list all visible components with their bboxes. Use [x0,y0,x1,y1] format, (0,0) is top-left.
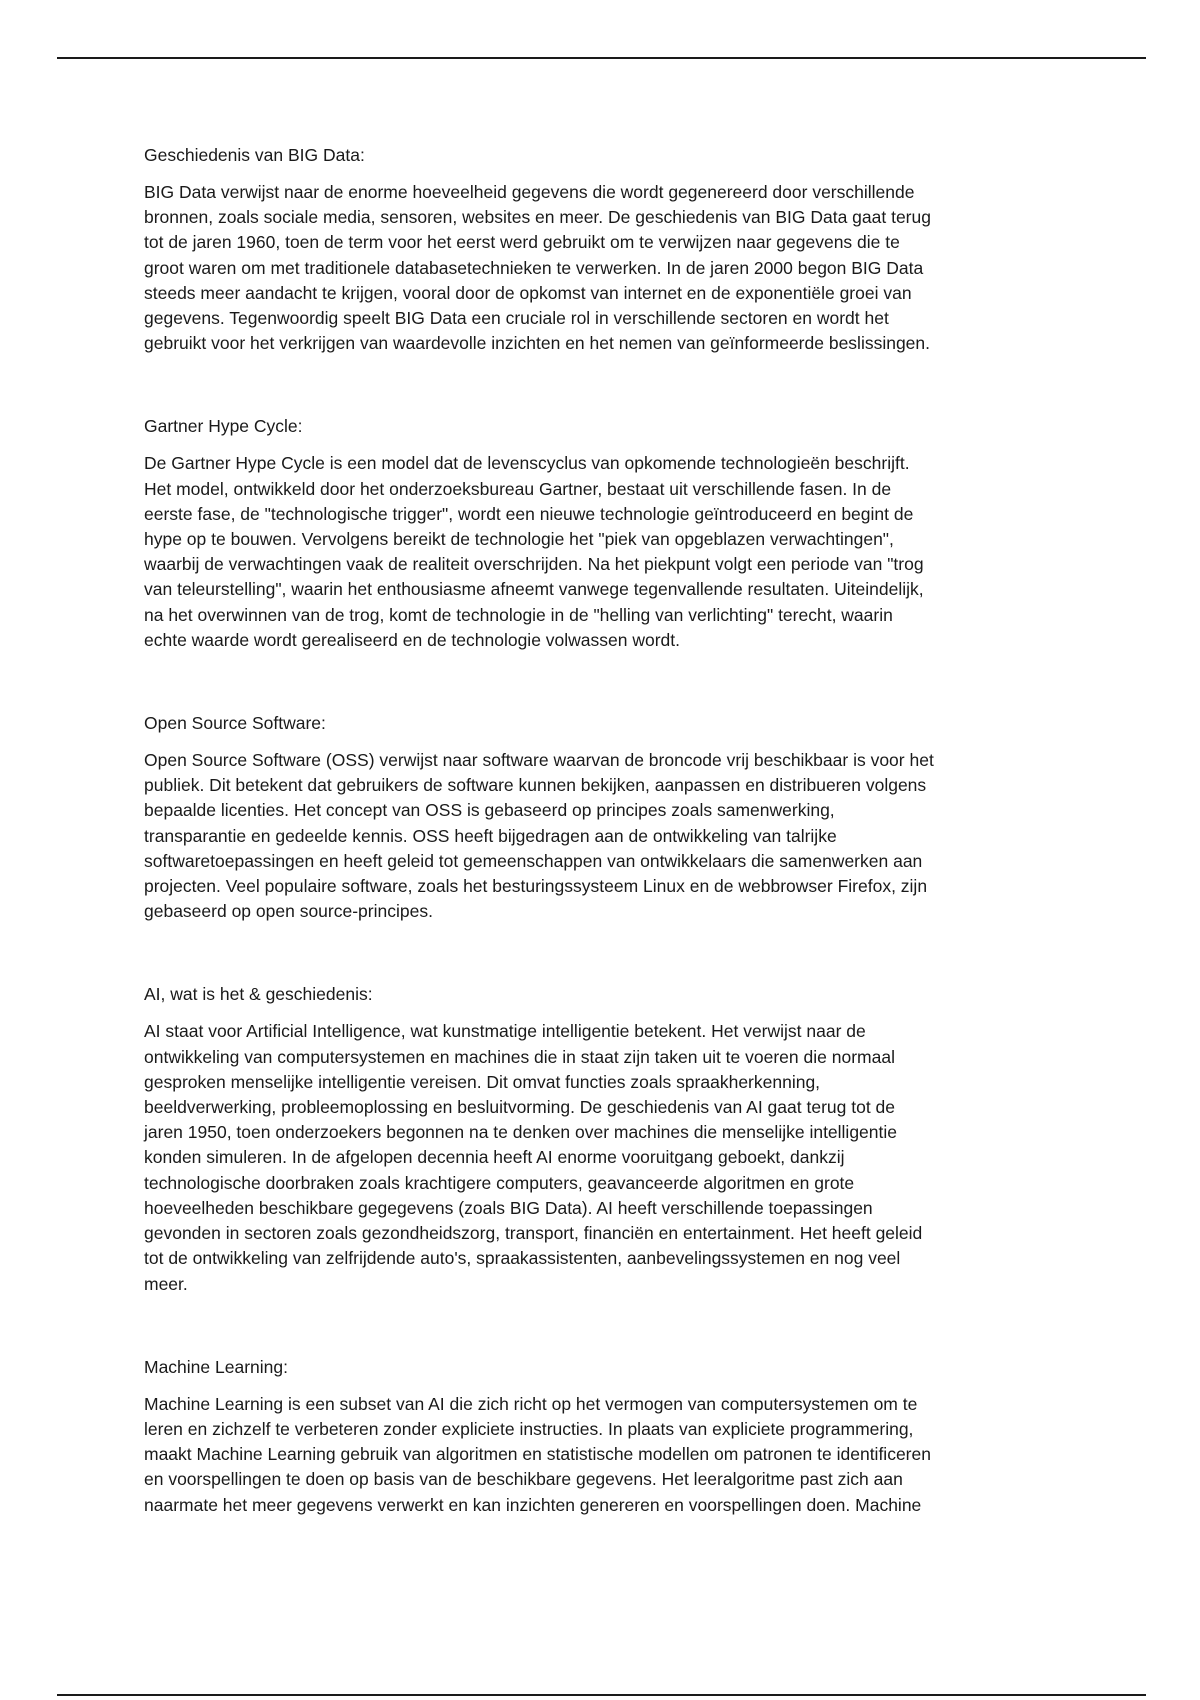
section-paragraph: De Gartner Hype Cycle is een model dat de levenscyclus van opkomende technologieën beschrijft. Het model, ontwikkeld door het onderzoeksbureau Gartner, bestaat uit verschillende fasen. In de eerste fase, de "technologische trigger", wordt een nieuwe technologie geïntroduceerd en begint de hype op te bouwen. Vervolgens bereikt de technologie het "piek van opgeblazen verwachtingen", waarbij de verwachtingen vaak de realiteit overschrijden. Na het piekpunt volgt een periode van "trog van teleurstelling", waarin het enthousiasme afneemt vanwege tegenvallende resultaten. Uiteindelijk, na het overwinnen van de trog, komt de technologie in de "helling van verlichting" terecht, waarin echte waarde wordt gerealiseerd en de technologie volwassen wordt. [144,453,924,650]
section-heading: Machine Learning: [144,1356,288,1377]
section-machine-learning [144,1355,1074,1518]
section-paragraph: Open Source Software (OSS) verwijst naar software waarvan de broncode vrij beschikbaar is voor het publiek. Dit betekent dat gebruikers de software kunnen bekijken, aanpassen en distribueren volgens bepaalde licenties. Het concept van OSS is gebaseerd op principes zoals samenwerking, transparantie en gedeelde kennis. OSS heeft bijgedragen aan de ontwikkeling van talrijke softwaretoepassingen en heeft geleid tot gemeenschappen van ontwikkelaars die samenwerken aan projecten. Veel populaire software, zoals het besturingssysteem Linux en de webbrowser Firefox, zijn gebaseerd op open source-principes. [144,750,934,922]
section-heading: Open Source Software: [144,713,326,734]
top-rule [57,57,1146,59]
section-paragraph: BIG Data verwijst naar de enorme hoeveelheid gegevens die wordt gegenereerd door verschillende bronnen, zoals sociale media, sensoren, websites en meer. De geschiedenis van BIG Data gaat terug tot de jaren 1960, toen de term voor het eerst werd gebruikt om te verwijzen naar gegevens die te groot waren om met traditionele databasetechnieken te verwerken. In de jaren 2000 begon BIG Data steeds meer aandacht te krijgen, vooral door de opkomst van internet en de exponentiële groei van gegevens. Tegenwoordig speelt BIG Data een cruciale rol in verschillende sectoren en wordt het gebruikt voor het verkrijgen van waardevolle inzichten en het nemen van geïnformeerde beslissingen. [144,182,931,354]
section-heading: Gartner Hype Cycle: [144,416,303,437]
section-paragraph: Machine Learning is een subset van AI die zich richt op het vermogen van computersystemen om te leren en zichzelf te verbeteren zonder expliciete instructies. In plaats van expliciete programmering, maakt Machine Learning gebruik van algoritmen en statistische modellen om patronen te identificeren en voorspellingen te doen op basis van de beschikbare gegevens. Het leeralgoritme past zich aan naarmate het meer gegevens verwerkt en kan inzichten genereren en voorspellingen doen. Machine [144,1393,931,1515]
section-heading: Geschiedenis van BIG Data: [144,145,365,165]
section-paragraph: AI staat voor Artificial Intelligence, wat kunstmatige intelligentie betekent. Het verwijst naar de ontwikkeling van computersystemen en machines die in staat zijn taken uit te voeren die normaal gesproken menselijke intelligentie vereisen. Dit omvat functies zoals spraakherkenning, beeldverwerking, probleemoplossing en besluitvorming. De geschiedenis van AI gaat terug tot de jaren 1950, toen onderzoekers begonnen na te denken over machines die menselijke intelligentie konden simuleren. In de afgelopen decennia heeft AI enorme vooruitgang geboekt, dankzij technologische doorbraken zoals krachtigere computers, geavanceerde algoritmen en grote hoeveelheden beschikbare gegegevens (zoals BIG Data). AI heeft verschillende toepassingen gevonden in sectoren zoals gezondheidszorg, transport, financiën en entertainment. Het heeft geleid tot de ontwikkeling van zelfrijdende auto's, spraakassistenten, aanbevelingssystemen en nog veel meer. [144,1021,923,1294]
document-body [144,143,1074,1518]
section-heading: AI, wat is het & geschiedenis: [144,984,373,1005]
section-ai [144,982,1074,1296]
bottom-rule [57,1694,1146,1696]
section-gartner-hype-cycle [144,414,1074,653]
section-open-source-software [144,711,1074,924]
section-big-data [144,143,1074,356]
